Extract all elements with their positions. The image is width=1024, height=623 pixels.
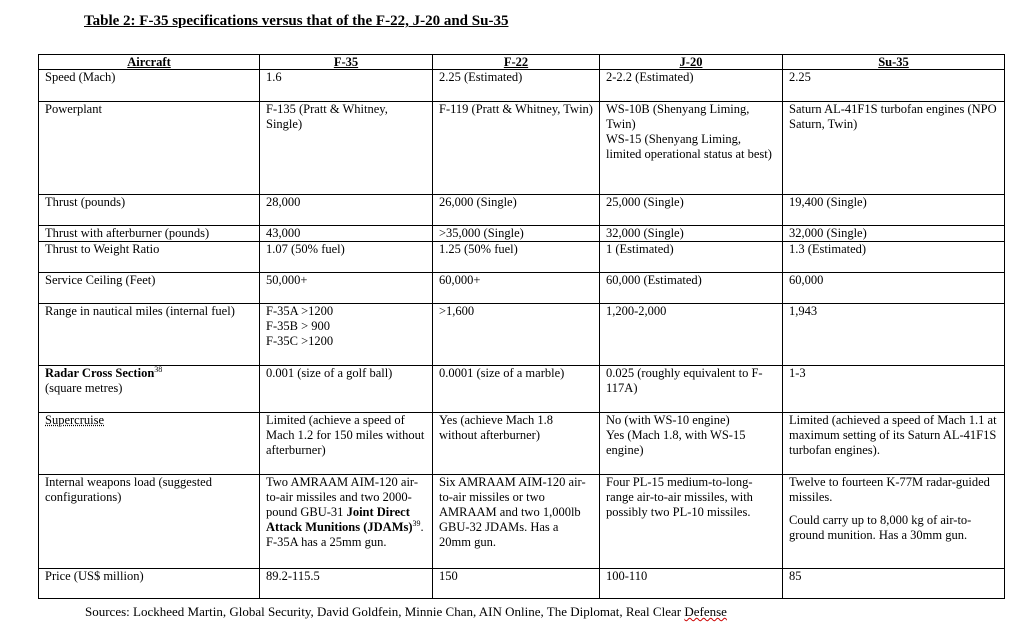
cell-j20: 1,200-2,000 bbox=[600, 304, 783, 366]
cell-su35: Limited (achieved a speed of Mach 1.1 at maximum setting of its Saturn AL-41F1S turbofan engines). bbox=[783, 413, 1005, 475]
cell-f35: 43,000 bbox=[260, 226, 433, 242]
cell-j20: 100-110 bbox=[600, 569, 783, 599]
cell-su35: 1.3 (Estimated) bbox=[783, 242, 1005, 273]
supercruise-label: Supercruise bbox=[45, 413, 105, 427]
weapons-su35-b: Could carry up to 8,000 kg of air-to-ground munition. Has a 30mm gun. bbox=[789, 513, 972, 542]
header-j20: J-20 bbox=[600, 55, 783, 70]
footnote-39: 39 bbox=[412, 518, 421, 528]
header-f22: F-22 bbox=[433, 55, 600, 70]
range-f35b: F-35B > 900 bbox=[266, 319, 331, 333]
cell-f35: F-135 (Pratt & Whitney, Single) bbox=[260, 102, 433, 195]
footnote-38: 38 bbox=[154, 365, 163, 374]
cell-j20: 0.025 (roughly equivalent to F-117A) bbox=[600, 366, 783, 413]
row-supercruise bbox=[39, 413, 1005, 475]
weapons-f35-pre: Two AMRAAM AIM-120 air-to-air missiles and two 2000-pound GBU-31 bbox=[266, 475, 418, 519]
cell-j20 bbox=[600, 102, 783, 195]
row-thrust-weight-ratio bbox=[39, 242, 1005, 273]
weapons-su35-a: Twelve to fourteen K-77M radar-guided missiles. bbox=[789, 475, 990, 504]
cell-f35: 0.001 (size of a golf ball) bbox=[260, 366, 433, 413]
cell-f35: 1.07 (50% fuel) bbox=[260, 242, 433, 273]
row-powerplant bbox=[39, 102, 1005, 195]
cell-f35: 50,000+ bbox=[260, 273, 433, 304]
cell-label: Thrust (pounds) bbox=[39, 195, 260, 226]
cell-su35: 1-3 bbox=[783, 366, 1005, 413]
rcs-label: Radar Cross Section bbox=[45, 366, 155, 380]
cell-label: Service Ceiling (Feet) bbox=[39, 273, 260, 304]
row-range bbox=[39, 304, 1005, 366]
cell-label: Internal weapons load (suggested configurations) bbox=[39, 475, 260, 569]
cell-label: Range in nautical miles (internal fuel) bbox=[39, 304, 260, 366]
sources-last-word: Defense bbox=[684, 604, 727, 619]
cell-f22: 60,000+ bbox=[433, 273, 600, 304]
cell-j20: 32,000 (Single) bbox=[600, 226, 783, 242]
header-row bbox=[39, 55, 1005, 70]
j20-supercruise-a: No (with WS-10 engine) bbox=[606, 413, 730, 427]
specifications-table bbox=[38, 54, 1005, 599]
cell-su35 bbox=[783, 475, 1005, 569]
j20-engine-b: WS-15 (Shenyang Liming, limited operational status at best) bbox=[606, 132, 772, 161]
cell-j20: 1 (Estimated) bbox=[600, 242, 783, 273]
row-thrust-afterburner bbox=[39, 226, 1005, 242]
cell-j20 bbox=[600, 413, 783, 475]
table-caption: Table 2: F-35 specifications versus that of the F-22, J-20 and Su-35 bbox=[84, 13, 509, 29]
cell-f35: 1.6 bbox=[260, 70, 433, 102]
row-price bbox=[39, 569, 1005, 599]
header-aircraft: Aircraft bbox=[39, 55, 260, 70]
cell-f22: 1.25 (50% fuel) bbox=[433, 242, 600, 273]
range-f35a: F-35A >1200 bbox=[266, 304, 334, 318]
cell-label: Speed (Mach) bbox=[39, 70, 260, 102]
cell-su35: 85 bbox=[783, 569, 1005, 599]
cell-f22: F-119 (Pratt & Whitney, Twin) bbox=[433, 102, 600, 195]
cell-f22: 0.0001 (size of a marble) bbox=[433, 366, 600, 413]
row-radar-cross-section bbox=[39, 366, 1005, 413]
cell-su35: 2.25 bbox=[783, 70, 1005, 102]
row-speed bbox=[39, 70, 1005, 102]
sources-note bbox=[85, 604, 727, 620]
j20-supercruise-b: Yes (Mach 1.8, with WS-15 engine) bbox=[606, 428, 746, 457]
cell-f35: 28,000 bbox=[260, 195, 433, 226]
weapons-f35-jdam: Joint Direct Attack Munitions (JDAMs) bbox=[266, 505, 413, 534]
cell-f22: 26,000 (Single) bbox=[433, 195, 600, 226]
cell-j20: 2-2.2 (Estimated) bbox=[600, 70, 783, 102]
cell-f35 bbox=[260, 475, 433, 569]
cell-label bbox=[39, 413, 260, 475]
row-weapons-load bbox=[39, 475, 1005, 569]
cell-f22: 2.25 (Estimated) bbox=[433, 70, 600, 102]
cell-su35: 1,943 bbox=[783, 304, 1005, 366]
cell-f35 bbox=[260, 304, 433, 366]
cell-su35: 32,000 (Single) bbox=[783, 226, 1005, 242]
cell-f22: 150 bbox=[433, 569, 600, 599]
cell-f22: >1,600 bbox=[433, 304, 600, 366]
cell-f22: Six AMRAAM AIM-120 air-to-air missiles or two AMRAAM and two 1,000lb GBU-32 JDAMs. Has a 20mm gun. bbox=[433, 475, 600, 569]
header-f35: F-35 bbox=[260, 55, 433, 70]
cell-label: Price (US$ million) bbox=[39, 569, 260, 599]
cell-f22: >35,000 (Single) bbox=[433, 226, 600, 242]
cell-su35: Saturn AL-41F1S turbofan engines (NPO Saturn, Twin) bbox=[783, 102, 1005, 195]
cell-j20: 25,000 (Single) bbox=[600, 195, 783, 226]
cell-label: Thrust with afterburner (pounds) bbox=[39, 226, 260, 242]
sources-text: Sources: Lockheed Martin, Global Security, David Goldfein, Minnie Chan, AIN Online, The Diplomat, Real Clear bbox=[85, 604, 685, 619]
rcs-unit: (square metres) bbox=[45, 381, 123, 395]
row-service-ceiling bbox=[39, 273, 1005, 304]
cell-su35: 60,000 bbox=[783, 273, 1005, 304]
cell-j20: 60,000 (Estimated) bbox=[600, 273, 783, 304]
cell-label: Thrust to Weight Ratio bbox=[39, 242, 260, 273]
cell-f22: Yes (achieve Mach 1.8 without afterburner) bbox=[433, 413, 600, 475]
weapons-f35-post: . F-35A has a 25mm gun. bbox=[266, 520, 424, 549]
header-su35: Su-35 bbox=[783, 55, 1005, 70]
cell-j20: Four PL-15 medium-to-long-range air-to-air missiles, with possibly two PL-10 missiles. bbox=[600, 475, 783, 569]
cell-f35: 89.2-115.5 bbox=[260, 569, 433, 599]
cell-label bbox=[39, 366, 260, 413]
cell-su35: 19,400 (Single) bbox=[783, 195, 1005, 226]
row-thrust bbox=[39, 195, 1005, 226]
cell-f35: Limited (achieve a speed of Mach 1.2 for 150 miles without afterburner) bbox=[260, 413, 433, 475]
range-f35c: F-35C >1200 bbox=[266, 334, 334, 348]
cell-label: Powerplant bbox=[39, 102, 260, 195]
j20-engine-a: WS-10B (Shenyang Liming, Twin) bbox=[606, 102, 750, 131]
